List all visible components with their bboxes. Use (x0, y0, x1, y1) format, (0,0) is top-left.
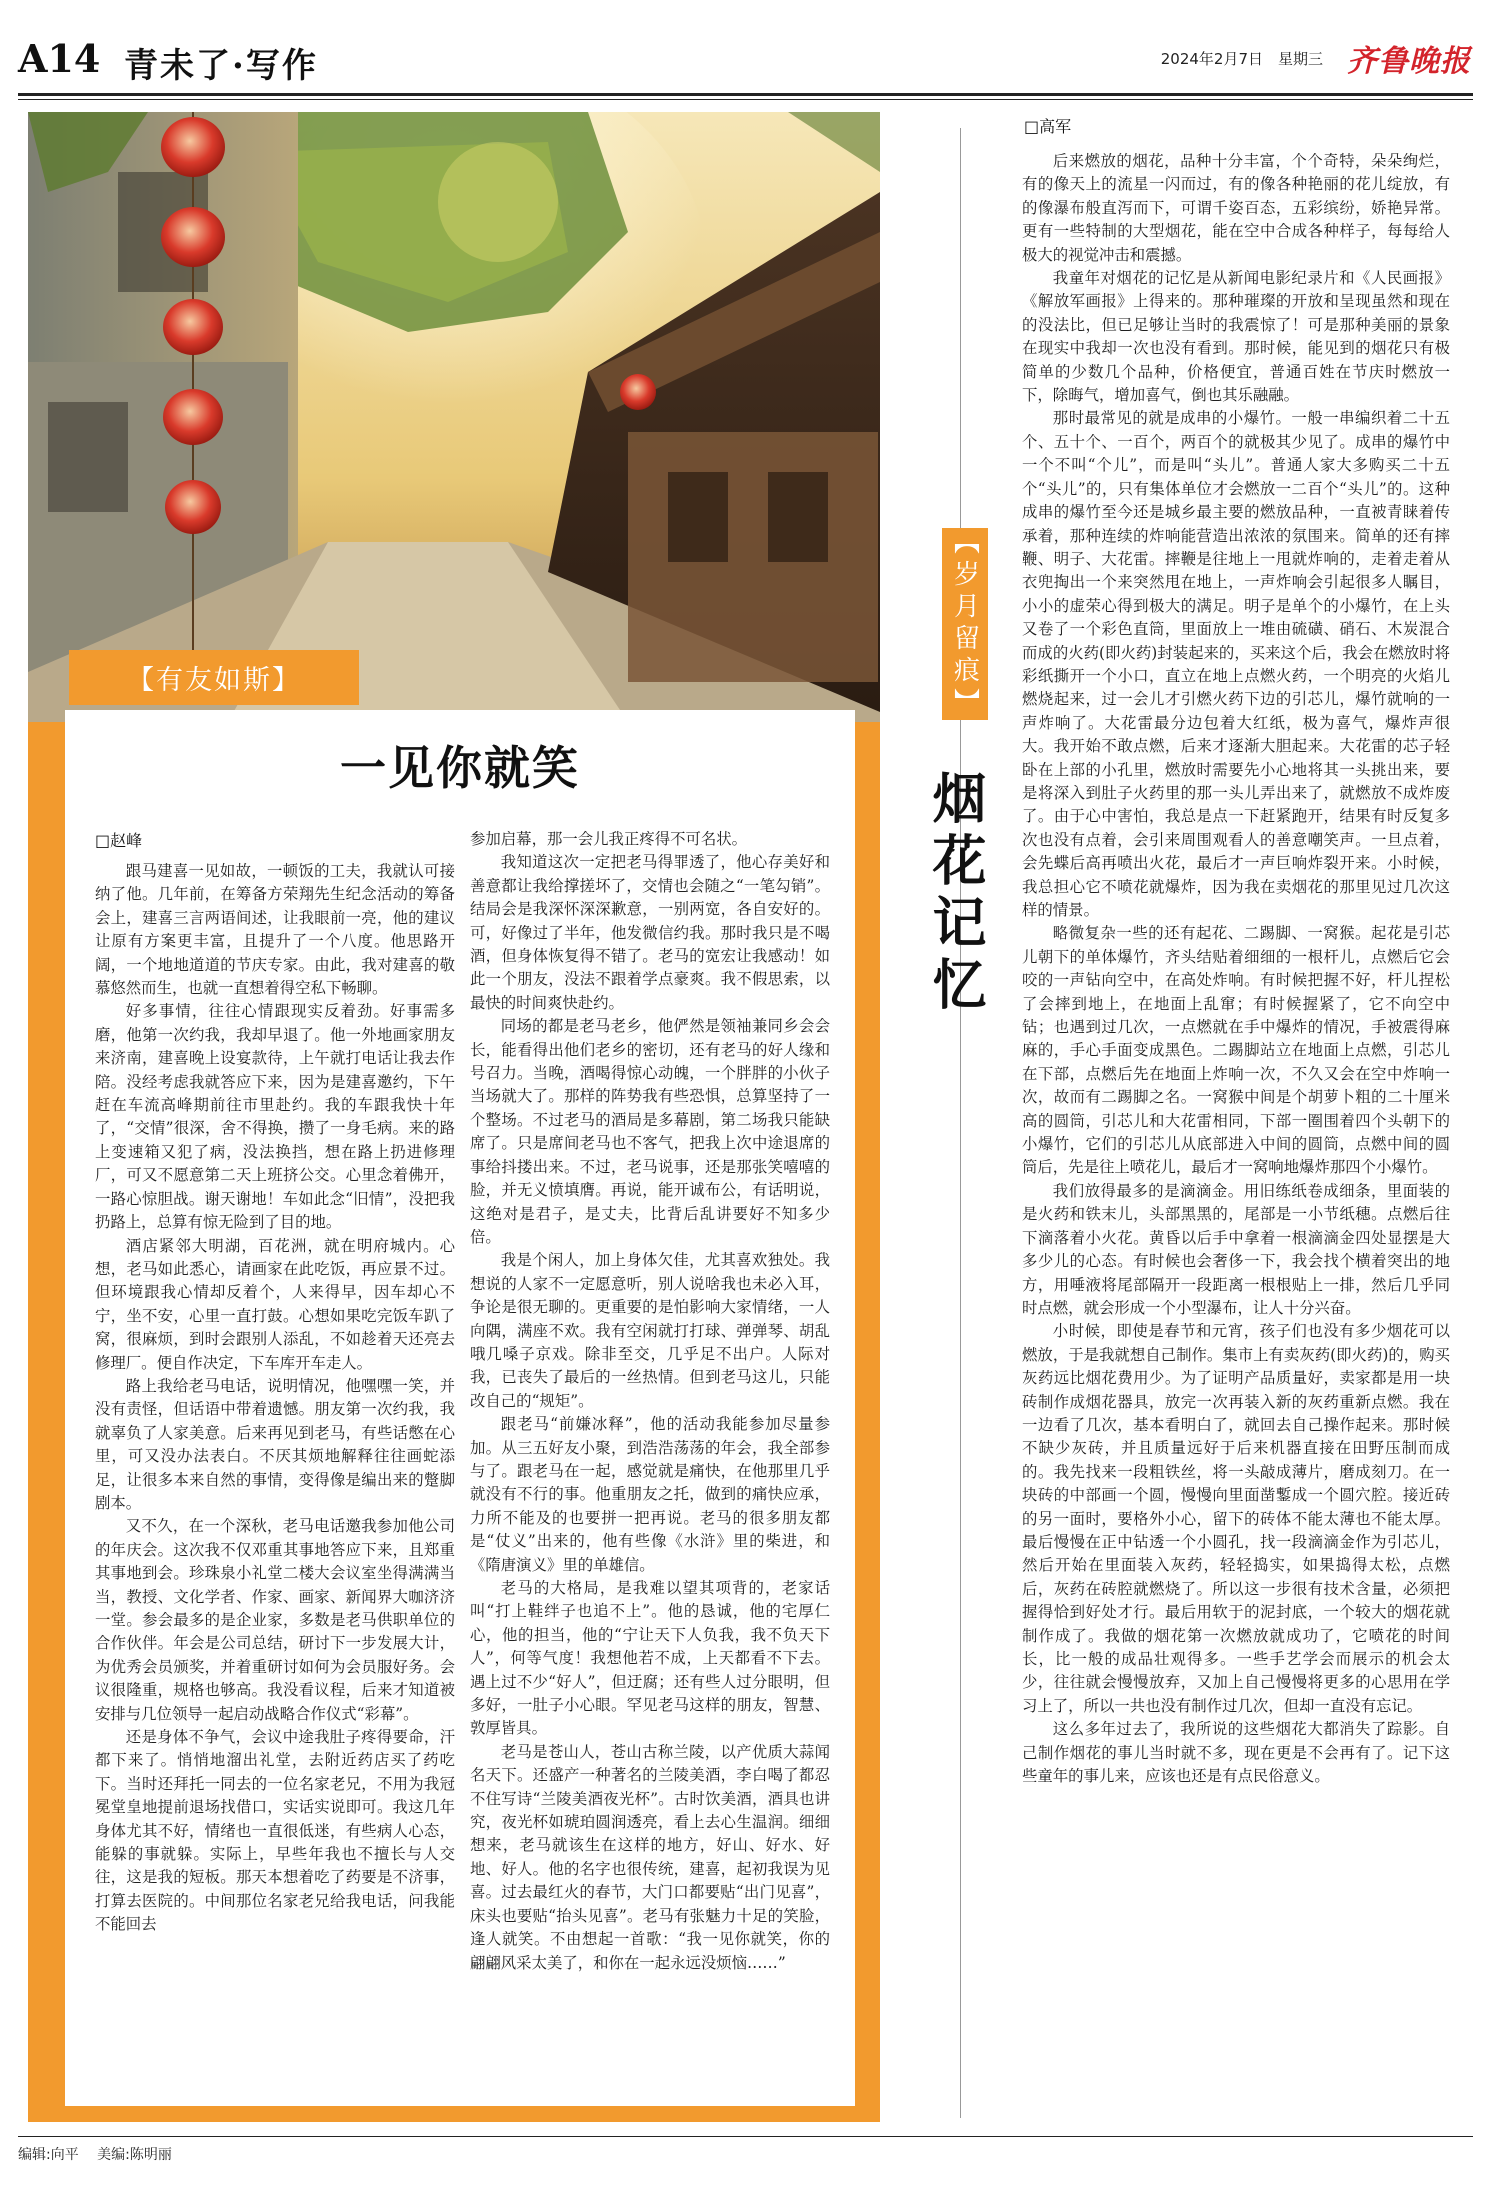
designer-credit: 美编:陈明丽 (97, 2147, 172, 2163)
footer-rule (18, 2136, 1473, 2137)
paragraph: 又不久，在一个深秋，老马电话邀我参加他公司的年庆会。这次我不仅邓重其事地答应下来，且郑重其事地到会。珍珠泉小礼堂二楼大会议室坐得满满当当，教授、文化学者、作家、画家、新闻界大咖济济一堂。参会最多的是企业家，多数是老马供职单位的合作伙伴。年会是公司总结，研讨下一步发展大计，为优秀会员颁奖，并着重研讨如何为会员服好务。会议很隆重，规格也够高。我没看议程，后来才知道被安排与几位领导一起启动战略合作仪式“彩幕”。 (95, 1517, 455, 1723)
paragraph: 路上我给老马电话，说明情况，他嘿嘿一笑，并没有责怪，但话语中带着遗憾。朋友第一次约我，我就辜负了人家美意。后来再见到老马，有些话憋在心里，可又没办法表白。不厌其烦地解释往往画蛇添足，让很多本来自然的事情，变得像是编出来的蹩脚剧本。 (95, 1376, 455, 1512)
section-name: 青未了·写作 (124, 46, 318, 86)
paragraph: 跟马建喜一见如故，一顿饭的工夫，我就认可接纳了他。几年前，在筹备方荣翔先生纪念活动的筹备会上，建喜三言两语间述，让我眼前一亮，他的建议让原有方案更丰富，且提升了一个八度。他思路开阔，一个地地道道的节庆专家。由此，我对建喜的敬慕悠然而生，也就一直想着得空私下畅聊。 (95, 862, 455, 998)
paragraph: 参加启幕，那一会儿我正疼得不可名状。 (470, 830, 748, 848)
weekday: 星期三 (1277, 50, 1323, 68)
paragraph: 同场的都是老马老乡，他俨然是领袖兼同乡会会长，能看得出他们老乡的密切，还有老马的好人缘和号召力。当晚，酒喝得惊心动魄，一个胖胖的小伙子当场就大了。那样的阵势我有些恐惧，总算坚持了一个整场。不过老马的酒局是多幕剧，第二场我只能缺席了。只是席间老马也不客气，把我上次中途退席的事给抖搂出来。不过，老马说事，还是那张笑嘻嘻的脸，并无义愤填膺。再说，能开诚布公，有话明说，这绝对是君子，是丈夫，比背后乱讲要好不知多少倍。 (470, 1017, 830, 1246)
column-divider (960, 128, 961, 2118)
paragraph: 小时候，即使是春节和元宵，孩子们也没有多少烟花可以燃放，于是我就想自己制作。集市上有卖灰药(即火药)的，购买灰药远比烟花费用少。为了证明产品质量好，卖家都是用一块砖制作成烟花器具，放完一次再装入新的灰药重新点燃。我在一边看了几次，基本看明白了，就回去自己操作起来。那时候不缺少灰砖，并且质量远好于后来机器直接在田野压制而成的。我先找来一段粗铁丝，将一头敲成薄片，磨成刻刀。在一块砖的中部画一个圆，慢慢向里面凿鏨成一个圆穴腔。接近砖的另一面时，要格外小心，留下的砖体不能太薄也不能太厚。最后慢慢在正中钻透一个小圆孔，找一段滴滴金作为引芯儿，然后开始在里面装入灰药，轻轻捣实，如果捣得太松，点燃后，灰药在砖腔就燃烧了。所以这一步很有技术含量，必须把握得恰到好处才行。最后用软于的泥封底，一个较大的烟花就制作成了。我做的烟花第一次燃放就成功了，它喷花的时间长，比一般的成品壮观得多。一些手艺学会而展示的机会太少，往往就会慢慢放弃，又加上自己慢慢将更多的心思用在学习上了，所以一共也没有制作过几次，但却一直没有忘记。 (1022, 1322, 1450, 1715)
issue-date: 2024年2月7日 (1160, 50, 1263, 68)
article-title-left: 一见你就笑 (340, 741, 580, 795)
header-rule-thin (18, 99, 1473, 100)
left-feature-panel (28, 112, 880, 2122)
header-rule (18, 93, 1473, 96)
paragraph: 好多事情，往往心情跟现实反着劲。好事需多磨，他第一次约我，我却早退了。他一外地画家朋友来济南，建喜晚上设宴款待，上午就打电话让我去作陪。没经考虑我就答应下来，因为是建喜邀约，下午赶在车流高峰期前往市里赴约。我的车跟我快十年了，“交情”很深，舍不得换，攒了一身毛病。来的路上变速箱又犯了病，没法换挡，想在路上扔进修理厂，可又不愿意第二天上班挤公交。心里念着佛开，一路心惊胆战。谢天谢地！车如此念“旧情”，没把我扔路上，总算有惊无险到了目的地。 (95, 1002, 455, 1232)
paragraph: 那时最常见的就是成串的小爆竹。一般一串编织着二十五个、五十个、一百个，两百个的就极其少见了。成串的爆竹中一个不叫“个儿”，而是叫“头儿”。普通人家大多购买二十五个“头儿”的，只有集体单位才会燃放一二百个“头儿”的。这种成串的爆竹至今还是城乡最主要的燃放品种，一直被青睐着传承着，那种连续的炸响能营造出浓浓的氛围来。简单的还有摔鞭、明子、大花雷。摔鞭是往地上一甩就炸响的，走着走着从衣兜掏出一个来突然甩在地上，一声炸响会引起很多人瞩目，小小的虚荣心得到极大的满足。明子是单个的小爆竹，在上头又卷了一个彩色直筒，里面放上一堆由硫磺、硝石、木炭混合而成的火药(即火药)封装起来的，买来这个后，我会在燃放时将彩纸撕开一个小口，直立在地上点燃火药，一个明亮的火焰儿燃烧起来，过一会儿才引燃火药下边的引芯儿，爆竹就响的一声炸响了。大花雷最分边包着大红纸，极为喜气，爆炸声很大。我开始不敢点燃，后来才逐渐大胆起来。大花雷的芯子轻卧在上部的小孔里，燃放时需要先小心地将其一头挑出来，要是将深入到肚子火药里的那一头儿弄出来了，就燃放不成炸废了。由于心中害怕，我总是点一下赶紧跑开，结果有时反复多次也没有点着，会引来周围观看人的善意嘲笑声。一旦点着，会先蝶后高再喷出火花，最后才一声巨响炸裂开来。小时候，我总担心它不喷花就爆炸，因为我在卖烟花的那里见过几次这样的情景。 (1022, 409, 1450, 919)
paragraph: 老马是苍山人，苍山古称兰陵，以产优质大蒜闻名天下。还盛产一种著名的兰陵美酒，李白喝了都忍不住写诗“兰陵美酒夜光杯”。古时饮美酒，酒具也讲究，夜光杯如琥珀圆润透亮，看上去心生温润。细细想来，老马就该生在这样的地方，好山、好水、好地、好人。他的名字也很传统，建喜，起初我误为见喜。过去最红火的春节，大门口都要贴“出门见喜”，床头也要贴“抬头见喜”。老马有张魅力十足的笑脸，逢人就笑。不由想起一首歌：“我一见你就笑，你的翩翩风采太美了，和你在一起永远没烦恼……” (470, 1742, 830, 1972)
paragraph: 老马的大格局，是我难以望其项背的，老家话叫“打上鞋绊子也追不上”。他的恳诚，他的宅厚仁心，他的担当，他的“宁让天下人负我，我不负天下人”，何等气度！我想他若不成，上天都看不下去。遇上过不少“好人”，但迂腐；还有些人过分眼明，但多好，一肚子小心眼。罕见老马这样的朋友，智慧、敦厚皆具。 (470, 1579, 830, 1738)
editor-credit: 编辑:向平 (18, 2147, 79, 2163)
paragraph: 这么多年过去了，我所说的这些烟花大都消失了踪影。自己制作烟花的事儿当时就不多，现在更是不会再有了。记下这些童年的事儿来，应该也还是有点民俗意义。 (1022, 1720, 1450, 1786)
article-card (65, 710, 855, 2106)
paragraph: 我童年对烟花的记忆是从新闻电影纪录片和《人民画报》《解放军画报》上得来的。那种璀璨的开放和呈现虽然和现在的没法比，但已足够让当时的我震惊了！可是那种美丽的景象在现实中我却一次也没有看到。那时候，能见到的烟花只有极简单的少数几个品种，价格便宜，普通百姓在节庆时燃放一下，除晦气，增加喜气，倒也其乐融融。 (1022, 269, 1450, 405)
byline-left: □赵峰 (95, 831, 143, 850)
right-article-body (1022, 150, 1450, 1788)
paragraph: 我知道这次一定把老马得罪透了，他心存美好和善意都让我给撑搓坏了，交情也会随之“一笔勾销”。结局会是我深怀深深歉意，一别两宽，各自安好的。可，好像过了半年，他发微信约我。那时我只是不喝酒，但身体恢复得不错了。老马的宽宏让我感动！如此一个朋友，没法不跟着学点豪爽。我不假思索，以最快的时间爽快赴约。 (470, 853, 830, 1012)
alley-lantern-photo (28, 112, 880, 722)
alley-lantern-image (28, 112, 880, 722)
paragraph: 我是个闲人，加上身体欠佳，尤其喜欢独处。我想说的人家不一定愿意听，别人说啥我也未必入耳，争论是很无聊的。更重要的是怕影响大家情绪，一人向隅，满座不欢。我有空闲就打打球、弹弹琴、胡乱哦几嗓子京戏。除非至交，几乎足不出户。人际对我，已丧失了最后的一丝热情。但到老马这儿，只能改自己的“规矩”。 (470, 1251, 830, 1410)
page-footer (18, 2144, 186, 2164)
byline-right: □高军 (1024, 117, 1072, 136)
page-header (18, 30, 1473, 94)
masthead-logo: 齐鲁晚报 (1347, 44, 1471, 79)
paragraph: 我们放得最多的是滴滴金。用旧练纸卷成细条，里面装的是火药和铁末儿，头部黑黑的，尾部是一小节纸穗。点燃后往下滴落着小火花。黄昏以后手中拿着一根滴滴金四处显摆是大多少儿的心态。有时候也会奢侈一下，我会找个横着突出的地方，用唾液将尾部隔开一段距离一根根贴上一排，然后几乎同时点燃，就会形成一个小型瀑布，让人十分兴奋。 (1022, 1181, 1450, 1317)
page-number: A14 (18, 36, 101, 81)
paragraph: 还是身体不争气，会议中途我肚子疼得要命，汗都下来了。悄悄地溜出礼堂，去附近药店买了药吃下。当时还拜托一同去的一位名家老兄，不用为我冠冕堂皇地提前退场找借口，实话实说即可。我这几年身体尤其不好，情绪也一直很低迷，有些病人心态，能躲的事就躲。实际上，早些年我也不擅长与人交往，这是我的短板。那天本想着吃了药要是不济事，打算去医院的。中间那位名家老兄给我电话，问我能不能回去 (95, 1728, 455, 1934)
column-tag-friends: 【有友如斯】 (69, 650, 359, 705)
paragraph: 跟老马“前嫌冰释”，他的活动我能参加尽量参加。从三五好友小聚，到浩浩荡荡的年会，我全部参与了。跟老马在一起，感觉就是痛快，在他那里几乎就没有不行的事。他重朋友之托，做到的痛快应承，力所不能及的也要拼一把再说。老马的很多朋友都是“仗义”出来的，他有些像《水浒》里的柴进，和《隋唐演义》里的单雄信。 (470, 1415, 830, 1574)
column-tag-years: 【岁月留痕】 (942, 528, 988, 720)
article-title-right: 烟花记忆 (924, 770, 988, 1018)
left-article-column-1 (95, 860, 455, 1937)
paragraph: 酒店紧邻大明湖，百花洲，就在明府城内。心想，老马如此悉心，请画家在此吃饭，再应景不过。但环境跟我心情却反着个，人来得早，因车却心不宁，坐不安，心里一直打鼓。心想如果吃完饭车趴了窝，很麻烦，到时会跟别人添乱，不如趁着天还亮去修理厂。便自作决定，下车库开车走人。 (95, 1236, 455, 1372)
left-article-column-2 (470, 828, 830, 1975)
paragraph: 后来燃放的烟花，品种十分丰富，个个奇特，朵朵绚烂，有的像天上的流星一闪而过，有的像各种艳丽的花儿绽放，有的像瀑布般直泻而下，可谓千姿百态，五彩缤纷，娇艳异常。更有一些特制的大型烟花，能在空中合成各种样子，每每给人极大的视觉冲击和震撼。 (1022, 152, 1450, 264)
paragraph: 略微复杂一些的还有起花、二踢脚、一窝猴。起花是引芯儿朝下的单体爆竹，齐头结贴着细细的一根杆儿，点燃后它会咬的一声钻向空中，在高处炸响。有时候把握不好，杆儿捏松了会摔到地上，在地面上乱窜；有时候握紧了，它不向空中钻；也遇到过几次，一点燃就在手中爆炸的情况，手被震得麻麻的，手心手面变成黑色。二踢脚站立在地面上点燃，引芯儿在下部，点燃后先在地面上炸响一次，不久又会在空中炸响一次，故而有二踢脚之名。一窝猴中间是个胡萝卜粗的二十厘米高的圆筒，引芯儿和大花雷相同，下部一圈围着四个头朝下的小爆竹，它们的引芯儿从底部进入中间的圆筒，点燃中间的圆筒后，先是往上喷花儿，最后才一窝响地爆炸那四个小爆竹。 (1022, 924, 1450, 1177)
